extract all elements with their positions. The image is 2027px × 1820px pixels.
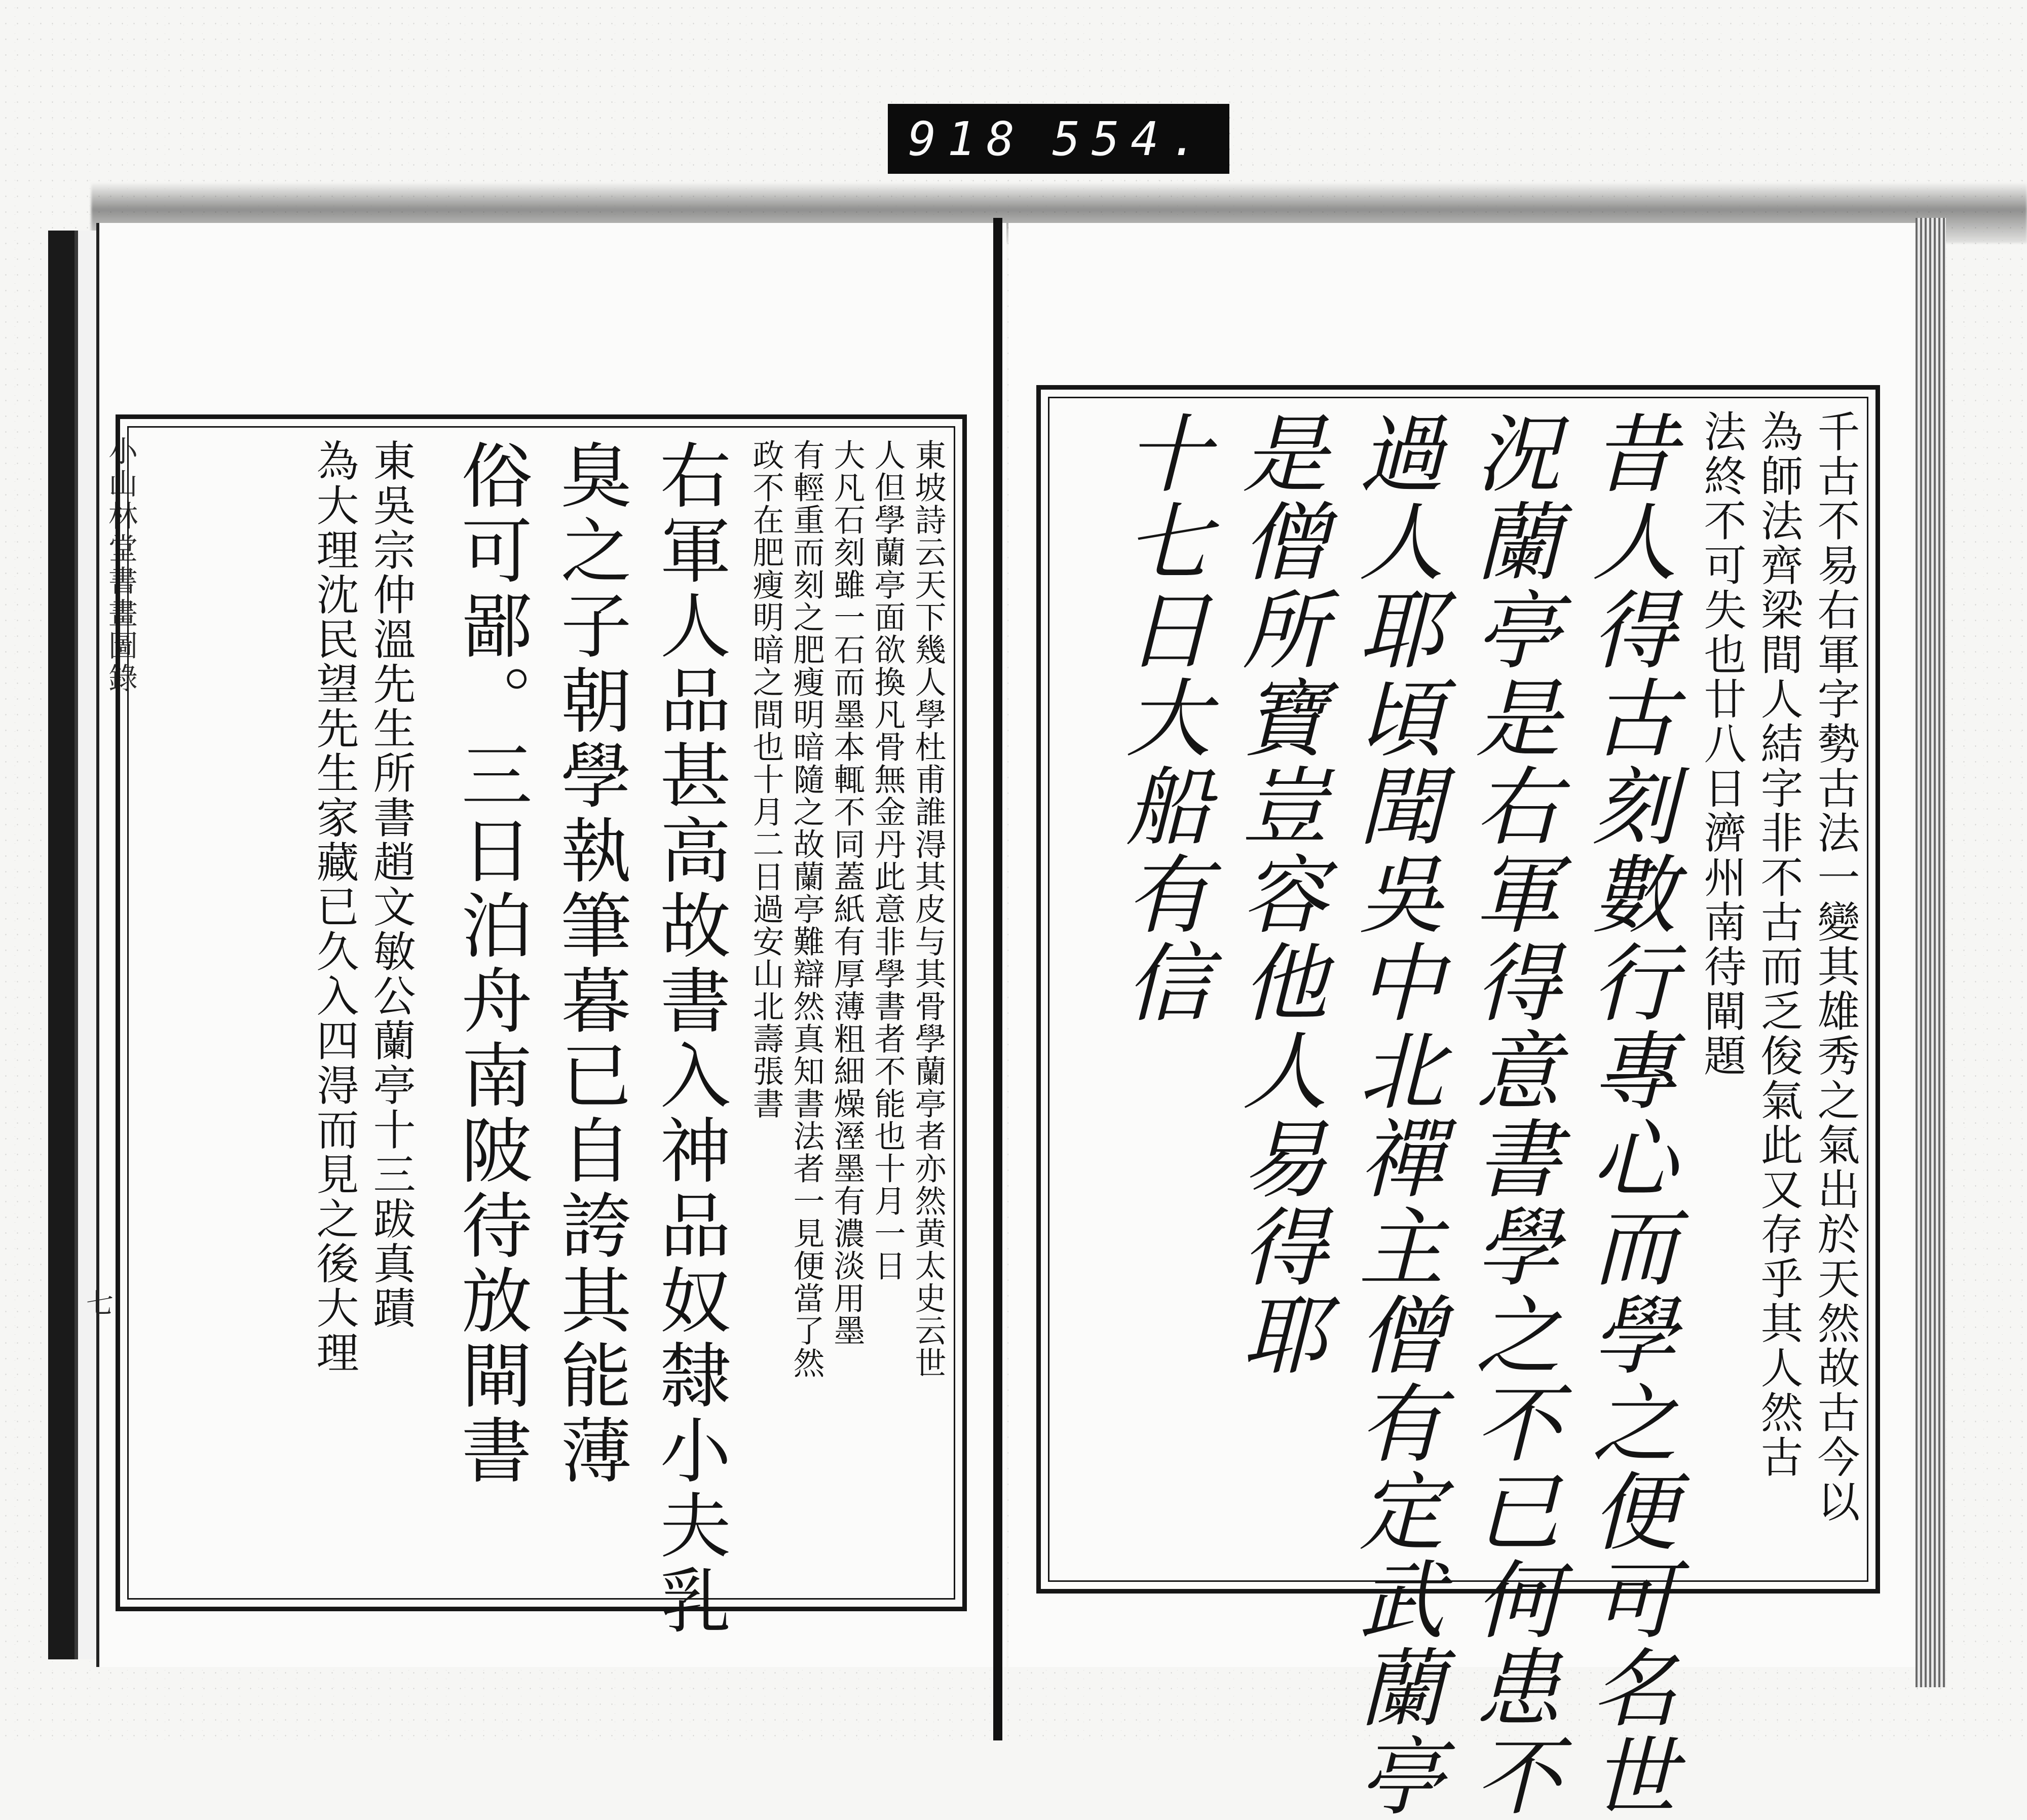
text-column: 東吳宗仲溫先生所書趙文敏公蘭亭十三跋真蹟 [366, 439, 416, 1331]
text-column: 況蘭亭是右軍得意書學之不已何患不 [1461, 409, 1561, 1820]
column-spacer [1672, 409, 1687, 1569]
text-column: 過人耶頃聞吳中北禪主僧有定武蘭亭 [1345, 409, 1444, 1820]
text-column: 十七日大船有信 [1112, 409, 1211, 1027]
text-column: 政不在肥瘦明暗之間也十月二日過安山北壽張書 [747, 439, 784, 1120]
catalog-number-left: 918 [908, 111, 1026, 166]
text-column: 臭之子朝學執筆暮已自誇其能薄 [549, 439, 631, 1489]
text-column: 人但學蘭亭面欲換凡骨無金丹此意非學書者不能也十月一日 [869, 439, 906, 1282]
text-column: 為師法齊梁間人結字非不古而乏俊氣此又存乎其人然古 [1754, 409, 1804, 1480]
text-column: 法終不可失也廿八日濟州南待閘題 [1697, 409, 1747, 1078]
text-column: 東坡詩云天下幾人學杜甫誰淂其皮与其骨學蘭亭者亦然黄太史云世 [910, 439, 947, 1379]
right-page-edges [1916, 218, 1946, 1687]
left-text-columns [127, 426, 955, 1639]
left-folio-number: 七 [86, 1287, 114, 1319]
text-column: 有輕重而刻之肥瘦明暗隨之故蘭亭難辯然真知書法者一見便當了然 [788, 439, 825, 1379]
text-column: 是僧所寶豈容他人易得耶 [1228, 409, 1328, 1379]
right-text-columns [1048, 397, 1868, 1820]
right-text-frame [1036, 385, 1880, 1820]
text-column: 千古不易右軍字勢古法一變其雄秀之氣出於天然故古今以 [1811, 409, 1860, 1524]
text-column: 俗可鄙。三日泊舟南陂待放閘書 [449, 439, 532, 1489]
text-column: 右軍人品甚高故書入神品奴隸小夫乳 [648, 439, 731, 1639]
column-spacer [727, 439, 742, 1587]
left-margin-title: 小山林堂書畫圖錄 [103, 436, 138, 695]
catalog-number-right: 554. [1052, 111, 1209, 166]
text-column: 昔人得古刻數行專心而學之便可名世 [1578, 409, 1677, 1820]
left-text-frame [116, 414, 967, 1639]
column-spacer [414, 439, 429, 1587]
text-column: 大凡石刻雖一石而墨本輒不同蓋紙有厚薄粗細燥溼墨有濃淡用墨 [829, 439, 866, 1347]
text-column: 為大理沈民望先生家藏已久入四淂而見之後大理 [310, 439, 359, 1375]
book-spine [993, 218, 1002, 1740]
left-binding-edge [48, 231, 96, 1659]
catalog-number-label [888, 104, 1229, 174]
